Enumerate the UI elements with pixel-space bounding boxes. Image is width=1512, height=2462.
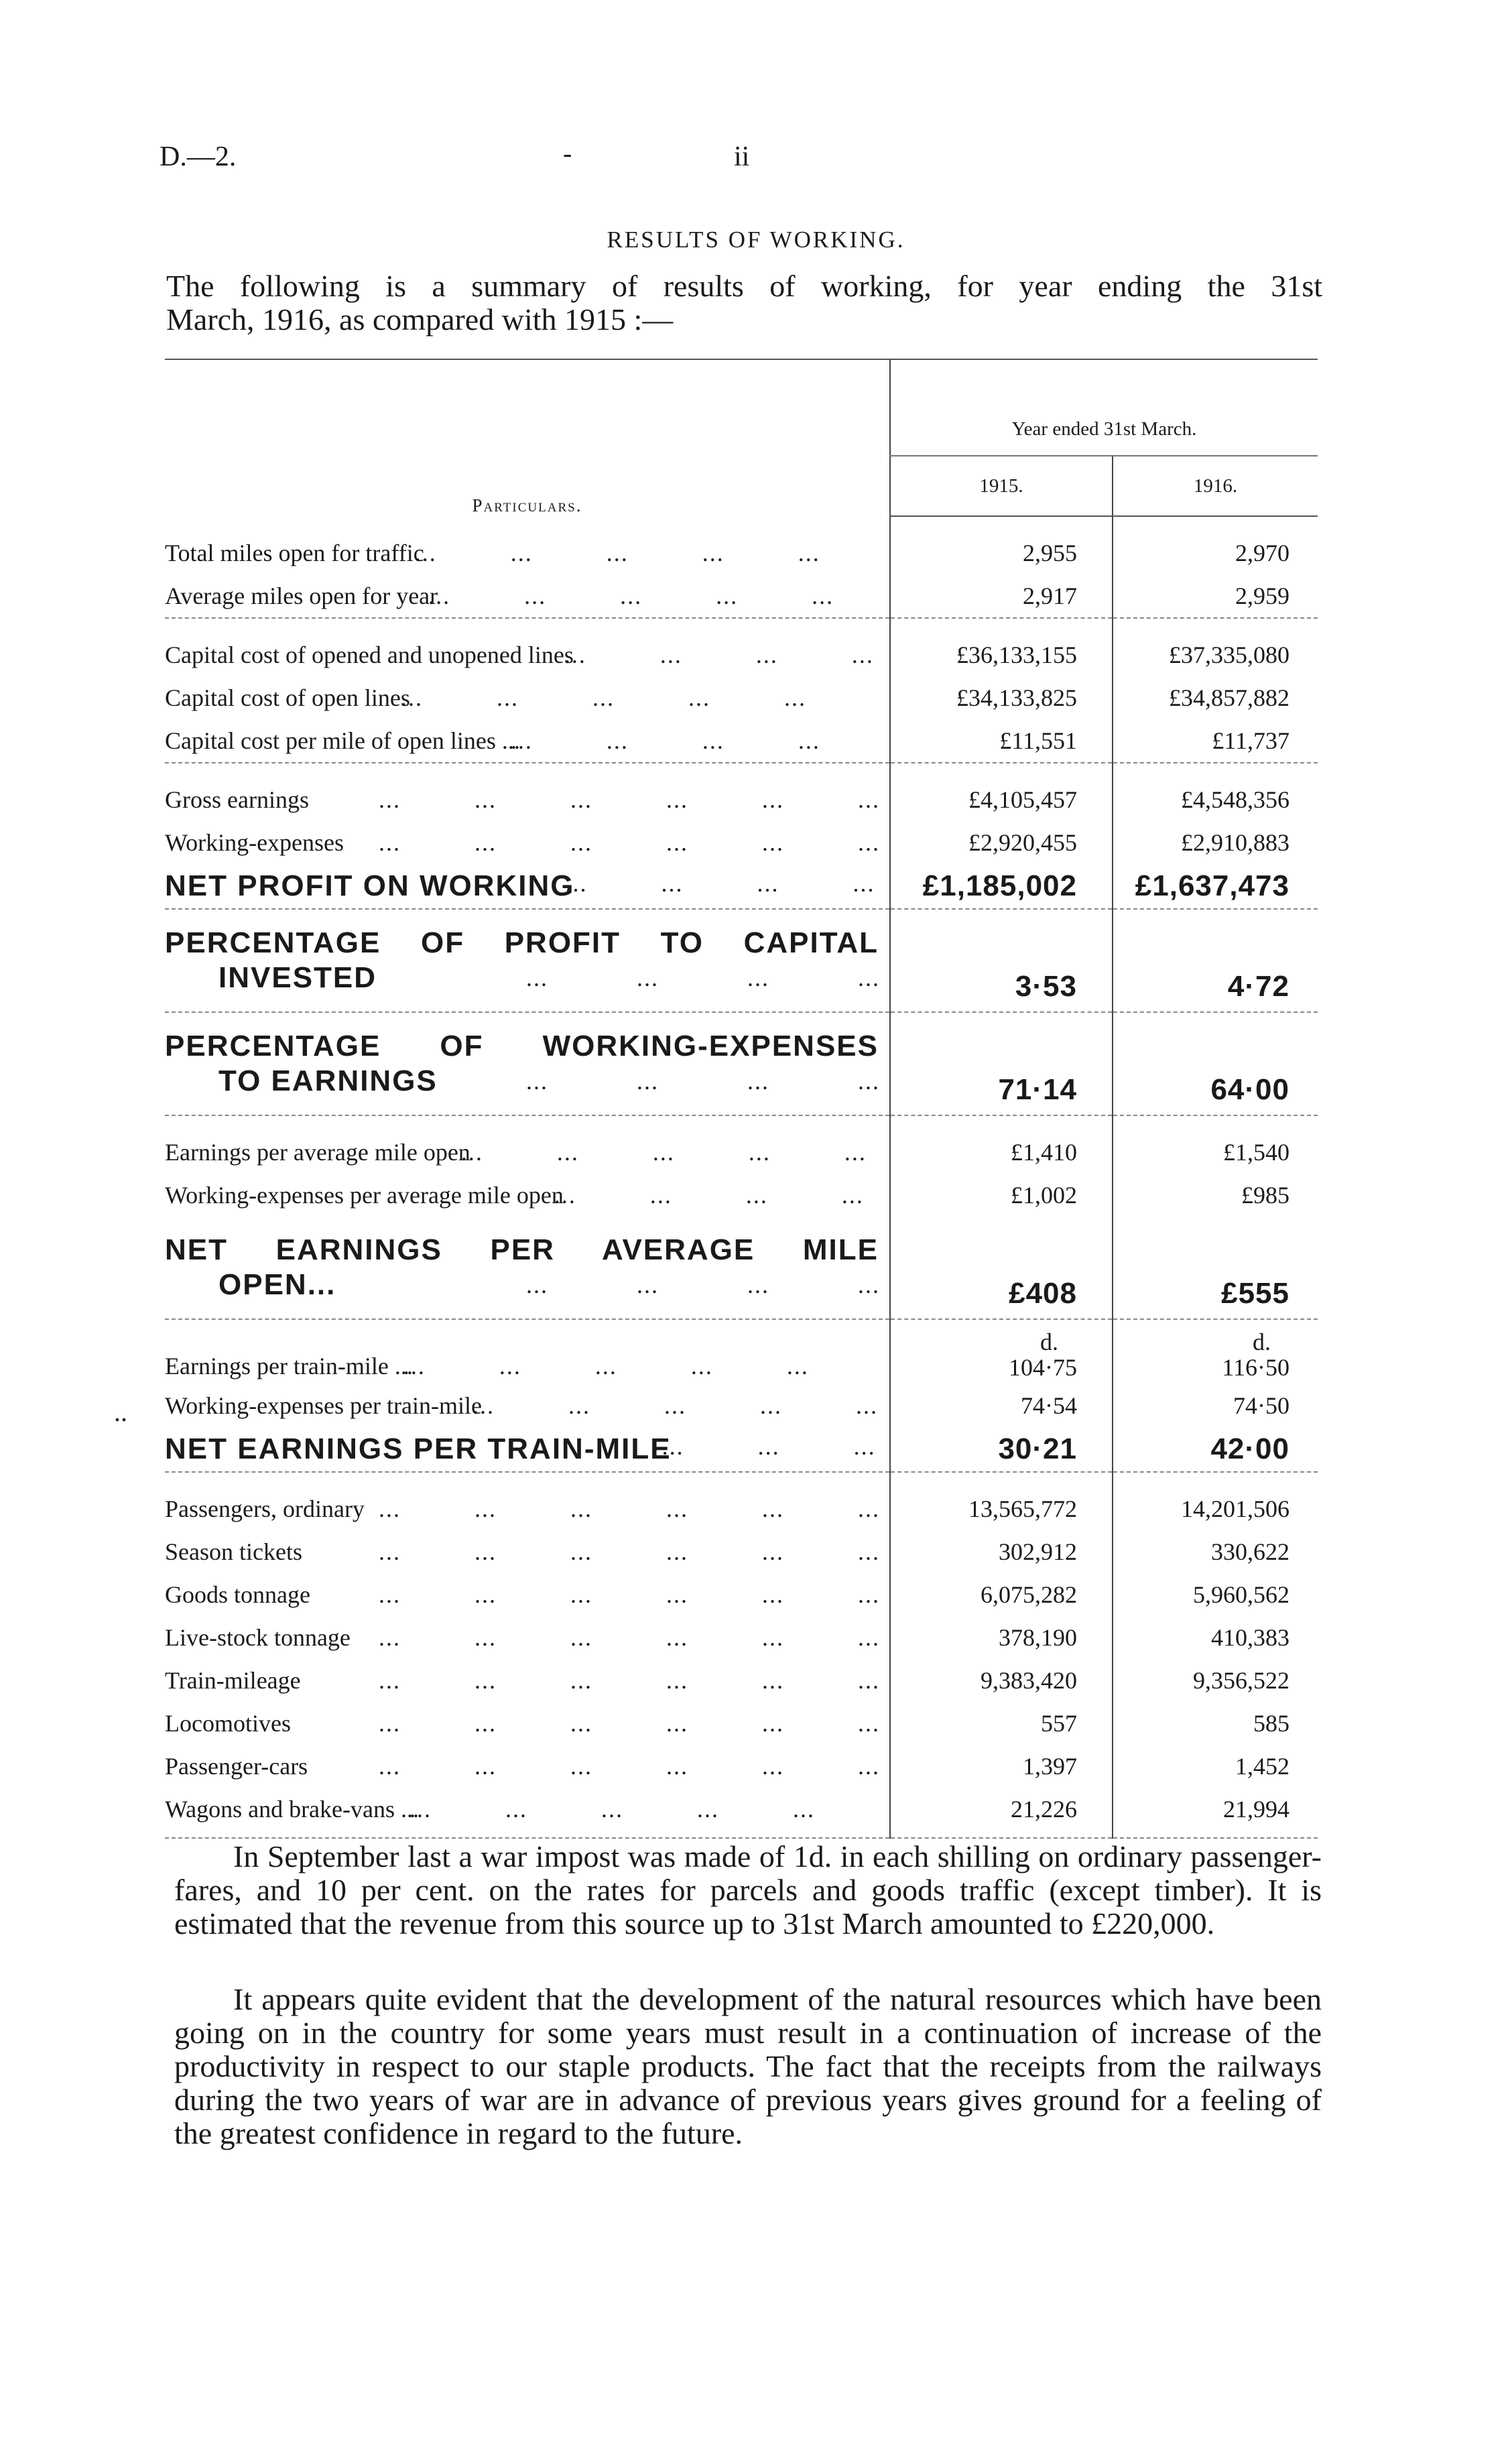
table-row (165, 1745, 1318, 1788)
value-1916: 116·50 (1222, 1354, 1289, 1381)
value-1916: £2,910,883 (1113, 821, 1318, 864)
table-row (165, 763, 1318, 821)
row-label: Live-stock tonnage (165, 1624, 351, 1651)
value-1915: 302,912 (890, 1530, 1113, 1573)
table-row (165, 1319, 1318, 1384)
row-label: Capital cost per mile of open lines ... (165, 727, 520, 754)
table-row (165, 516, 1318, 574)
value-1916: 14,201,506 (1113, 1472, 1318, 1530)
value-1915: £408 (890, 1217, 1113, 1319)
value-1915: 3·53 (890, 909, 1113, 1012)
year-group-header: Year ended 31st March. (890, 359, 1318, 456)
header-dash: - (563, 138, 572, 168)
table-row (165, 1616, 1318, 1659)
value-1916: £4,548,356 (1113, 763, 1318, 821)
value-1916: 2,959 (1113, 574, 1318, 618)
value-1915: 104·75 (1009, 1354, 1077, 1381)
row-label: Working-expenses (165, 829, 344, 856)
value-1915: 13,565,772 (890, 1472, 1113, 1530)
table-row (165, 1472, 1318, 1530)
value-1915: £36,133,155 (890, 618, 1113, 676)
table-row (165, 1659, 1318, 1702)
value-1916: £1,540 (1113, 1115, 1318, 1174)
row-label: Earnings per average mile open (165, 1139, 470, 1166)
paragraph-war-impost: In September last a war impost was made of 1d. in each shilling on ordinary passenger-fares, and 10 per cent. on the rates for parcels and goods traffic (except timber). It is estimated that the revenue from this source up to 31st March amounted to £220,000. (174, 1839, 1322, 1941)
row-label: Season tickets (165, 1538, 302, 1565)
value-1916: 74·50 (1113, 1384, 1318, 1427)
value-1915: 9,383,420 (890, 1659, 1113, 1702)
row-label: NET EARNINGS PER TRAIN-MILE (165, 1432, 672, 1465)
value-1916: £985 (1113, 1174, 1318, 1217)
table-row (165, 821, 1318, 864)
year-1915-header: 1915. (890, 456, 1113, 516)
value-1915: 74·54 (890, 1384, 1113, 1427)
value-1916: 410,383 (1113, 1616, 1318, 1659)
row-label: Goods tonnage (165, 1581, 310, 1608)
row-label: Passengers, ordinary (165, 1495, 365, 1522)
section-title: RESULTS OF WORKING. (607, 227, 905, 253)
row-label-line-2: TO EARNINGS (218, 1064, 438, 1097)
table-bottom-rule (165, 1831, 1318, 1838)
row-label: Capital cost of open lines (165, 684, 410, 711)
intro-line-2: March, 1916, as compared with 1915 :— (166, 302, 674, 336)
value-1916: £1,637,473 (1113, 864, 1318, 909)
value-1915: 2,955 (890, 516, 1113, 574)
table-row (165, 1174, 1318, 1217)
value-1915: 30·21 (890, 1427, 1113, 1472)
value-1915: 71·14 (890, 1012, 1113, 1115)
paragraph-outlook: It appears quite evident that the development of the natural resources which have been going on in the country for some years must result in a continuation of increase of the productivity in respect to our staple products. The fact that the receipts from the railways during the two years of war are in advance of previous years gives ground for a feeling of the greatest confidence in regard to the future. (174, 1982, 1322, 2150)
row-label: Total miles open for traffic (165, 539, 424, 566)
value-1916: 9,356,522 (1113, 1659, 1318, 1702)
value-1915: £1,185,002 (890, 864, 1113, 909)
unit-label: d. (1253, 1329, 1271, 1355)
results-table (165, 359, 1318, 1839)
row-label-line-2: OPEN... (218, 1268, 336, 1301)
row-label: Average miles open for year (165, 582, 438, 609)
row-label: Capital cost of opened and unopened lines (165, 641, 574, 668)
table-row (165, 618, 1318, 676)
table-row (165, 1530, 1318, 1573)
row-label: NET PROFIT ON WORKING (165, 869, 575, 902)
value-1915: 1,397 (890, 1745, 1113, 1788)
row-label: Working-expenses per train-mile (165, 1392, 482, 1419)
page-number: ii (734, 141, 750, 172)
value-1916: £11,737 (1113, 719, 1318, 763)
value-1915: £1,002 (890, 1174, 1113, 1217)
unit-label: d. (1040, 1329, 1058, 1355)
value-1915: 557 (890, 1702, 1113, 1745)
table-row (165, 1573, 1318, 1616)
intro-paragraph (166, 269, 1322, 336)
table-row (165, 676, 1318, 719)
row-label: Gross earnings (165, 786, 309, 813)
row-label: Locomotives (165, 1710, 291, 1737)
row-label: Train-mileage (165, 1667, 301, 1694)
row-label-line-1: NET EARNINGS PER AVERAGE MILE (165, 1233, 879, 1266)
row-label-line-1: PERCENTAGE OF PROFIT TO CAPITAL (165, 926, 879, 959)
value-1916: 64·00 (1113, 1012, 1318, 1115)
value-1916: 5,960,562 (1113, 1573, 1318, 1616)
value-1915: 378,190 (890, 1616, 1113, 1659)
value-1916: £34,857,882 (1113, 676, 1318, 719)
value-1916: 330,622 (1113, 1530, 1318, 1573)
particulars-header: Particulars. (165, 359, 890, 516)
value-1916: 2,970 (1113, 516, 1318, 574)
table-row (165, 1788, 1318, 1831)
value-1915: 6,075,282 (890, 1573, 1113, 1616)
table-row-total (165, 864, 1318, 909)
intro-line-1: The following is a summary of results of working, for year ending the 31st (166, 269, 1322, 303)
value-1915: £11,551 (890, 719, 1113, 763)
table-header-row (165, 359, 1318, 456)
table-row (165, 1384, 1318, 1427)
table-row (165, 1702, 1318, 1745)
margin-mark: .. (114, 1397, 127, 1427)
row-label: Wagons and brake-vans ... (165, 1796, 419, 1823)
value-1915: £4,105,457 (890, 763, 1113, 821)
table-row-total (165, 909, 1318, 1012)
table-row-total (165, 1012, 1318, 1115)
table-row-total (165, 1217, 1318, 1319)
value-1916: £37,335,080 (1113, 618, 1318, 676)
value-1916: 585 (1113, 1702, 1318, 1745)
year-1916-header: 1916. (1113, 456, 1318, 516)
value-1915: £2,920,455 (890, 821, 1113, 864)
table-row (165, 574, 1318, 618)
value-1916: 42·00 (1113, 1427, 1318, 1472)
value-1916: 21,994 (1113, 1788, 1318, 1831)
value-1915: 21,226 (890, 1788, 1113, 1831)
row-label-line-2: INVESTED (218, 961, 377, 994)
value-1916: 1,452 (1113, 1745, 1318, 1788)
value-1916: £555 (1113, 1217, 1318, 1319)
table-row (165, 1115, 1318, 1174)
value-1915: £1,410 (890, 1115, 1113, 1174)
value-1916: 4·72 (1113, 909, 1318, 1012)
row-label-line-1: PERCENTAGE OF WORKING-EXPENSES (165, 1030, 879, 1062)
row-label: Working-expenses per average mile open (165, 1182, 564, 1209)
table-row-total (165, 1427, 1318, 1472)
row-label: Earnings per train-mile ... (165, 1353, 413, 1379)
table-row (165, 719, 1318, 763)
row-label: Passenger-cars (165, 1753, 308, 1780)
document-code: D.—2. (160, 141, 237, 172)
value-1915: 2,917 (890, 574, 1113, 618)
value-1915: £34,133,825 (890, 676, 1113, 719)
